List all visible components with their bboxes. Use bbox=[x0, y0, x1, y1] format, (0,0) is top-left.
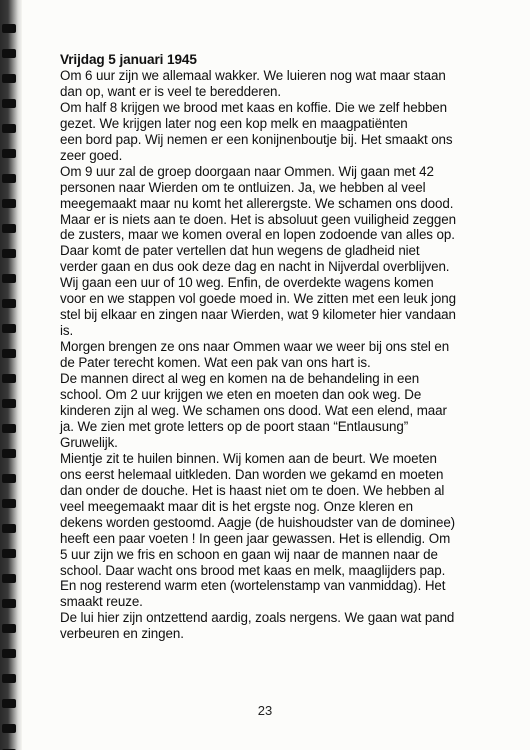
binding-ring bbox=[2, 549, 16, 558]
date-heading: Vrijdag 5 januari 1945 bbox=[60, 52, 197, 67]
text-line: En nog resterend warm eten (wortelenstamp van vanmiddag). Het bbox=[60, 578, 446, 594]
binding-ring bbox=[2, 524, 16, 533]
text-line: de Pater terecht komen. Wat een pak van ons hart is. bbox=[60, 355, 371, 371]
binding-ring bbox=[2, 349, 16, 358]
paragraph bbox=[60, 371, 500, 451]
spiral-binding bbox=[0, 0, 22, 750]
text-line: veel meegemaakt maar dit is het ergste nog. Onze kleren en bbox=[60, 498, 413, 514]
text-line: stel bij elkaar en zingen naar Wierden, wat 9 kilometer hier vandaan bbox=[60, 307, 456, 323]
text-line: smaakt reuze. bbox=[60, 594, 143, 610]
binding-ring bbox=[2, 399, 16, 408]
text-line: ja. We zien met grote letters op de poort staan “Entlausung” bbox=[60, 418, 409, 434]
binding-ring bbox=[2, 74, 16, 83]
text-line: school. Om 2 uur krijgen we eten en moeten dan ook weg. De bbox=[60, 387, 422, 403]
text-line: verder gaan en dus ook deze dag en nacht in Nijverdal overblijven. bbox=[60, 259, 450, 275]
paragraph bbox=[60, 100, 500, 164]
paragraph bbox=[60, 339, 500, 371]
binding-ring bbox=[2, 449, 16, 458]
paragraph bbox=[60, 164, 500, 339]
binding-ring bbox=[2, 499, 16, 508]
text-line: Morgen brengen ze ons naar Ommen waar we weer bij ons stel en bbox=[60, 339, 450, 355]
text-line: Wij gaan een uur of 10 weg. Enfin, de overdekte wagens komen bbox=[60, 275, 434, 291]
text-line: Daar komt de pater vertellen dat hun wegens de gladheid niet bbox=[60, 243, 420, 259]
binding-ring bbox=[2, 574, 16, 583]
text-line: Gruwelijk. bbox=[60, 434, 118, 450]
text-line: is. bbox=[60, 323, 74, 339]
text-line: Om half 8 krijgen we brood met kaas en koffie. Die we zelf hebben bbox=[60, 99, 448, 115]
paragraph bbox=[60, 68, 500, 100]
text-line: De mannen direct al weg en komen na de behandeling in een bbox=[60, 371, 420, 387]
binding-ring bbox=[2, 174, 16, 183]
text-line: Om 6 uur zijn we allemaal wakker. We luieren nog wat maar staan bbox=[60, 67, 446, 83]
binding-ring bbox=[2, 649, 16, 658]
text-line: Maar er is niets aan te doen. Het is absoluut geen vuiligheid zeggen bbox=[60, 211, 456, 227]
text-line: heeft een paar voeten ! In geen jaar gewassen. Het is ellendig. Om bbox=[60, 530, 451, 546]
binding-ring bbox=[2, 624, 16, 633]
text-line: verbeuren en zingen. bbox=[60, 626, 184, 642]
binding-ring bbox=[2, 24, 16, 33]
binding-ring bbox=[2, 249, 16, 258]
binding-ring bbox=[2, 274, 16, 283]
binding-ring bbox=[2, 199, 16, 208]
text-line: Mientje zit te huilen binnen. Wij komen aan de beurt. We moeten bbox=[60, 450, 437, 466]
binding-ring bbox=[2, 224, 16, 233]
text-line: zeer goed. bbox=[60, 147, 123, 163]
text-line: Om 9 uur zal de groep doorgaan naar Ommen. Wij gaan met 42 bbox=[60, 163, 434, 179]
text-line: de zusters, maar we komen overal en lopen zodoende van alles op. bbox=[60, 227, 455, 243]
binding-ring bbox=[2, 299, 16, 308]
binding-ring bbox=[2, 324, 16, 333]
text-line: gezet. We krijgen later nog een kop melk en maagpatiënten bbox=[60, 115, 408, 131]
binding-ring bbox=[2, 474, 16, 483]
paragraphs bbox=[60, 68, 500, 642]
text-line: 5 uur zijn we fris en schoon en gaan wij naar de mannen naar de bbox=[60, 546, 438, 562]
text-line: dan onder de douche. Het is haast niet om te doen. We hebben al bbox=[60, 482, 445, 498]
text-line: een bord pap. Wij nemen er een konijnenboutje bij. Het smaakt ons bbox=[60, 131, 453, 147]
text-line: ons eerst helemaal uitkleden. Dan worden we gekamd en moeten bbox=[60, 466, 444, 482]
text-line: kinderen zijn al weg. We schamen ons dood. Wat een elend, maar bbox=[60, 402, 447, 418]
binding-ring bbox=[2, 149, 16, 158]
binding-ring bbox=[2, 99, 16, 108]
binding-ring bbox=[2, 724, 16, 733]
text-line: voor en we stappen vol goede moed in. We zitten met een leuk jong bbox=[60, 291, 456, 307]
binding-ring bbox=[2, 599, 16, 608]
paragraph bbox=[60, 610, 500, 642]
text-line: De lui hier zijn ontzettend aardig, zoals nergens. We gaan wat pand bbox=[60, 610, 455, 626]
text-line: personen naar Wierden om te ontluizen. Ja, we hebben al veel bbox=[60, 179, 426, 195]
text-line: school. Daar wacht ons brood met kaas en melk, maaglijders pap. bbox=[60, 562, 446, 578]
page-number: 23 bbox=[257, 703, 273, 718]
text-line: dan op, want er is veel te beredderen. bbox=[60, 83, 282, 99]
paragraph bbox=[60, 451, 500, 611]
binding-ring bbox=[2, 674, 16, 683]
binding-ring bbox=[2, 424, 16, 433]
text-line: meegemaakt maar nu komt het allerergste. We schamen ons dood. bbox=[60, 195, 454, 211]
diary-text bbox=[60, 52, 500, 642]
binding-ring bbox=[2, 49, 16, 58]
text-line: dekens worden gestoomd. Aagje (de huishoudster van de dominee) bbox=[60, 514, 456, 530]
binding-ring bbox=[2, 374, 16, 383]
binding-ring bbox=[2, 124, 16, 133]
